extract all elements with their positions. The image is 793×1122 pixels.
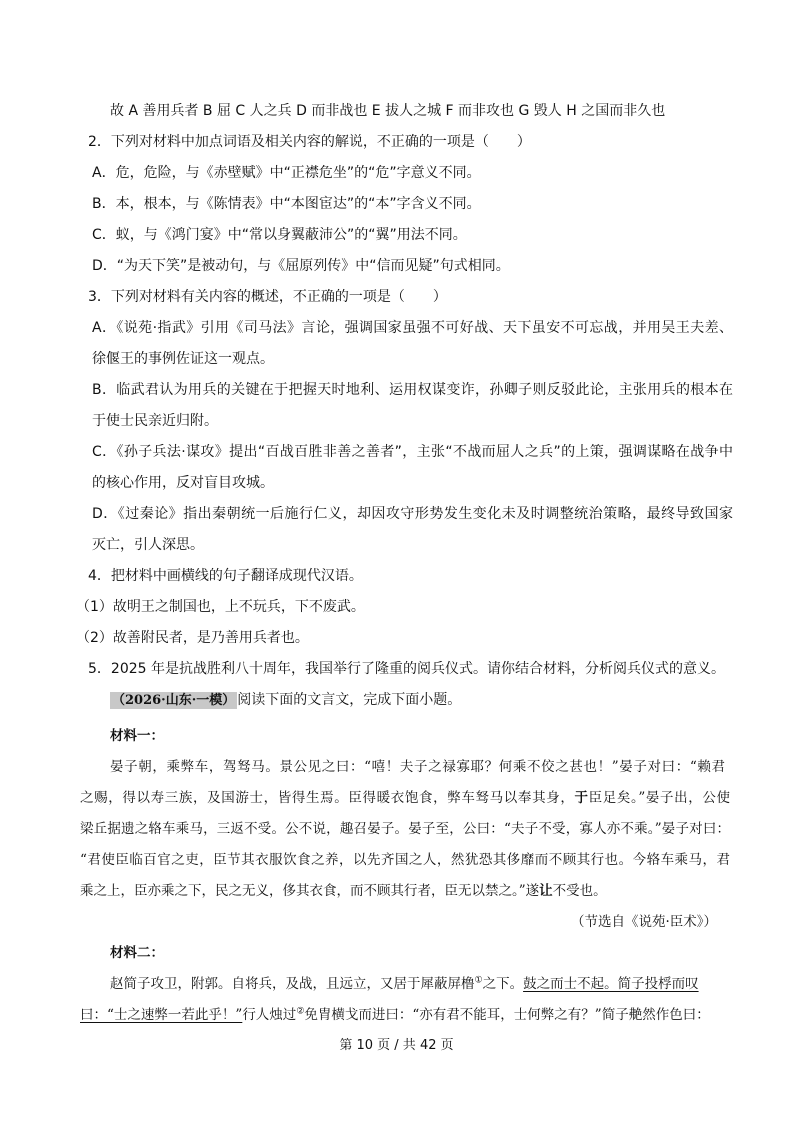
material2-line: 曰：“士之速弊一若此乎！”行人烛过②免胄横戈而进曰：“亦有君不能耳，士何弊之有？”简子艴然作色曰： <box>80 1006 710 1023</box>
q2-option-b: B．本，根本，与《陈情表》中“本图宦达”的“本”字含义不同。 <box>92 196 481 212</box>
q3-option-b-cont: 于使士民亲近归附。 <box>92 413 218 429</box>
q3-option-d: D．《过秦论》指出秦朝统一后施行仁义，却因攻守形势发生变化未及时调整统治策略，最终导致国家 <box>92 506 733 522</box>
section-intro <box>110 685 725 717</box>
q3-stem: 3．下列对材料有关内容的概述，不正确的一项是（ ） <box>88 289 447 305</box>
section-instruction: 阅读下面的文言文，完成下面小题。 <box>237 692 462 708</box>
note-marker: ① <box>474 975 483 986</box>
underlined-sentence: 鼓之而士不起。简子投桴而叹 <box>523 976 699 992</box>
dotted-char: 于 <box>574 790 589 806</box>
q4-item-1: （1）故明王之制国也，上不玩兵，下不废武。 <box>76 599 365 615</box>
material1-line: 乘之上，臣亦乘之下，民之无义，侈其衣食，而不顾其行者，臣无以禁之。”遂让不受也。 <box>80 883 607 899</box>
q3-option-a-cont: 徐偃王的事例佐证这一观点。 <box>92 351 274 367</box>
material1-line: 之赐，得以寿三族，及国游士，皆得生焉。臣得暖衣饱食，弊车驽马以奉其身，于臣足矣。”晏子出，公使 <box>80 790 731 806</box>
q1-options-line: 故 A 善用兵者 B 屈 C 人之兵 D 而非战也 E 拔人之城 F 而非攻也 G 毁人 H 之国而非久也 <box>110 103 666 119</box>
q2-option-a: A．危，危险，与《赤壁赋》中“正襟危坐”的“危”字意义不同。 <box>92 165 481 181</box>
material1-line: 梁丘据遗之辂车乘马，三返不受。公不说，趣召晏子。晏子至，公曰：“夫子不受，寡人亦不乘。”晏子对曰： <box>80 821 730 837</box>
q2-stem: 2．下列对材料中加点词语及相关内容的解说，不正确的一项是（ ） <box>88 134 531 150</box>
material2-line: 赵简子攻卫，附郭。自将兵，及战，且远立，又居于犀蔽屏橹①之下。鼓之而士不起。简子投桴而叹 <box>110 975 699 992</box>
q4-item-2: （2）故善附民者，是乃善用兵者也。 <box>76 630 309 646</box>
material1-source: （节选自《说苑·臣术》） <box>570 914 717 930</box>
material1-label: 材料一： <box>110 728 164 744</box>
q4-stem: 4．把材料中画横线的句子翻译成现代汉语。 <box>88 568 363 584</box>
material2-label: 材料二： <box>110 945 164 961</box>
q3-option-c-cont: 的核心作用，反对盲目攻城。 <box>92 475 274 491</box>
q3-option-a: A．《说苑·指武》引用《司马法》言论，强调国家虽强不可好战、天下虽安不可忘战，并用吴王夫差、 <box>92 320 733 336</box>
material1-line: “君使臣临百官之吏，臣节其衣服饮食之养，以先齐国之人，然犹恐其侈靡而不顾其行也。今辂车乘马，君 <box>80 852 730 868</box>
q3-option-d-cont: 灭亡，引人深思。 <box>92 537 204 553</box>
material1-line: 晏子朝，乘弊车，驾驽马。景公见之曰：“嘻！夫子之禄寡耶？何乘不佼之甚也！”晏子对曰：“赖君 <box>110 759 725 775</box>
q3-option-c: C．《孙子兵法·谋攻》提出“百战百胜非善之善者”，主张“不战而屈人之兵”的上策，强调谋略在战争中 <box>92 444 733 460</box>
source-tag: （2026·山东·一模） <box>112 693 236 708</box>
q5-stem: 5．2025 年是抗战胜利八十周年，我国举行了隆重的阅兵仪式。请你结合材料，分析阅兵仪式的意义。 <box>88 661 725 677</box>
note-marker: ② <box>296 1006 305 1017</box>
q3-option-b: B．临武君认为用兵的关键在于把握天时地利、运用权谋变诈，孙卿子则反驳此论，主张用兵的根本在 <box>92 382 733 398</box>
underlined-sentence: 曰：“士之速弊一若此乎！” <box>80 1007 243 1023</box>
page-footer: 第 10 页 / 共 42 页 <box>339 1038 454 1053</box>
q2-option-d: D．“为天下笑”是被动句，与《屈原列传》中“信而见疑”句式相同。 <box>92 258 510 274</box>
q2-option-c: C．蚁，与《鸿门宴》中“常以身翼蔽沛公”的“翼”用法不同。 <box>92 227 467 243</box>
dotted-char: 让 <box>539 883 553 899</box>
